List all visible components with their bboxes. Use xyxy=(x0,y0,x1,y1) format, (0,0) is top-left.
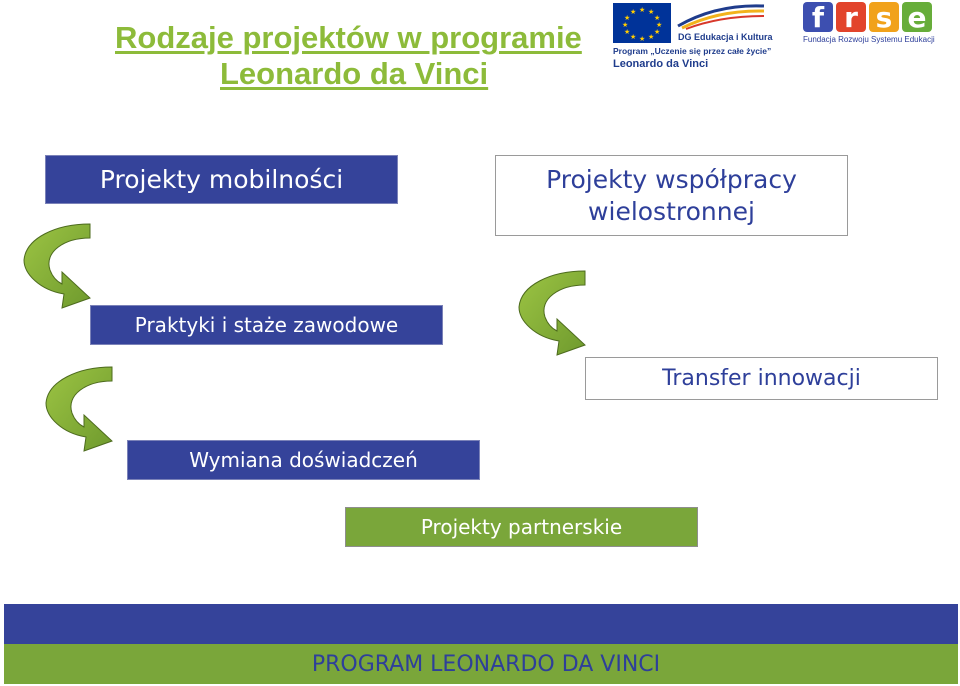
page-title-line-2: Leonardo da Vinci xyxy=(220,56,489,91)
curved-arrow-icon-3 xyxy=(42,362,122,454)
box-transfer-innowacji xyxy=(585,357,938,400)
box-projekty-partnerskie xyxy=(345,507,698,547)
curved-arrow-icon-1 xyxy=(20,220,100,310)
eu-leonardo-logo xyxy=(610,0,780,74)
frse-letter-s: s xyxy=(869,2,899,32)
leonardo-label: Leonardo da Vinci xyxy=(613,58,709,70)
footer-program-label: PROGRAM LEONARDO DA VINCI xyxy=(311,651,661,677)
box-wymiana xyxy=(127,440,480,480)
dg-swoosh-icon xyxy=(676,2,766,30)
box-projekty-mobilnosci-label: Projekty mobilności xyxy=(99,165,344,194)
curved-arrow-icon-2 xyxy=(515,266,595,358)
box-projekty-wspolpracy-line-2: wielostronnej xyxy=(588,196,755,226)
box-wymiana-label: Wymiana doświadczeń xyxy=(189,448,418,472)
frse-letter-e: e xyxy=(902,2,932,32)
frse-caption: Fundacja Rozwoju Systemu Edukacji xyxy=(803,35,935,44)
box-praktyki-label: Praktyki i staże zawodowe xyxy=(134,313,399,337)
page-title-line-1: Rodzaje projektów w programie xyxy=(115,20,582,55)
box-projekty-wspolpracy-line-1: Projekty współpracy xyxy=(546,164,797,194)
box-praktyki xyxy=(90,305,443,345)
program-label: Program „Uczenie się przez całe życie” xyxy=(613,46,772,56)
box-projekty-wspolpracy xyxy=(495,155,848,236)
frse-letter-f: f xyxy=(803,2,833,32)
box-transfer-innowacji-label: Transfer innowacji xyxy=(662,366,861,391)
box-projekty-partnerskie-label: Projekty partnerskie xyxy=(420,515,623,539)
dg-label: DG Edukacja i Kultura xyxy=(678,32,773,42)
frse-letter-r: r xyxy=(836,2,866,32)
footer-blue-bar xyxy=(4,604,958,644)
eu-flag-icon: ★ ★ ★ ★ ★ ★ ★ ★ ★ ★ ★ ★ xyxy=(613,3,671,43)
box-projekty-mobilnosci xyxy=(45,155,398,204)
footer-green-bar xyxy=(4,644,958,684)
frse-logo xyxy=(800,0,935,50)
